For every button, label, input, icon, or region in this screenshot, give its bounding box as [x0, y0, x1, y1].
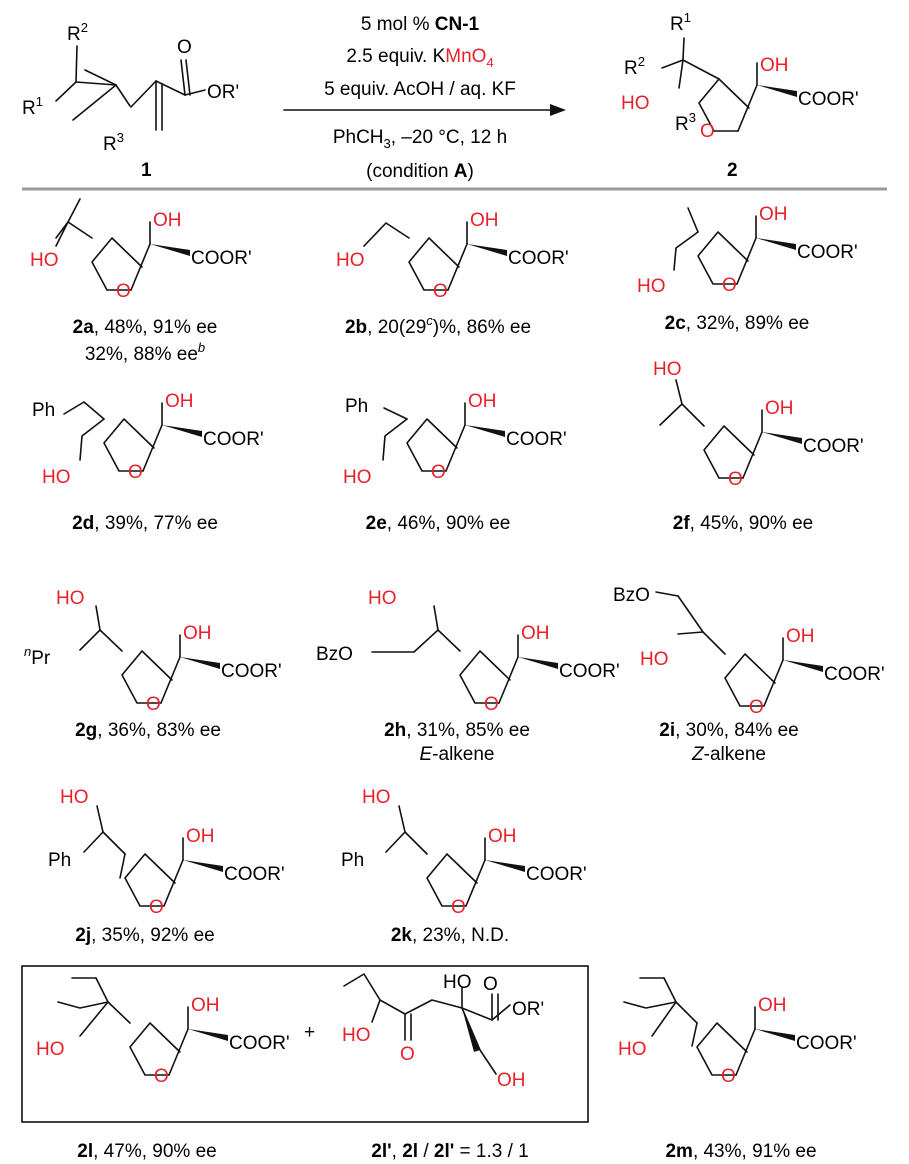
svg-text:OH: OH: [521, 623, 550, 644]
svg-text:HO: HO: [60, 787, 89, 808]
r2-label: $R^2$: [67, 20, 88, 45]
svg-text:HO: HO: [637, 276, 666, 297]
svg-text:BzO: BzO: [613, 585, 650, 606]
svg-text:HO: HO: [342, 1025, 371, 1046]
svg-text:OH: OH: [488, 826, 517, 847]
svg-text:OH: OH: [758, 995, 787, 1016]
svg-text:OH: OH: [497, 1070, 526, 1091]
compound-2k: [341, 787, 587, 946]
svg-text:OH: OH: [786, 626, 815, 647]
label-2c: 2c, 32%, 89% ee: [664, 313, 810, 334]
label-2l: 2l, 47%, 90% ee: [77, 1141, 217, 1162]
svg-text:HO: HO: [443, 972, 472, 993]
svg-text:HO: HO: [368, 588, 397, 609]
label-2f: 2f, 45%, 90% ee: [672, 513, 814, 534]
cond-label: (condition A): [366, 161, 474, 182]
label-2m: 2m, 43%, 91% ee: [665, 1141, 817, 1162]
svg-text:Ph: Ph: [48, 850, 72, 871]
svg-text:BzO: BzO: [316, 644, 353, 665]
r1-label: $R^1$: [22, 94, 43, 119]
svg-text:Ph: Ph: [341, 850, 365, 871]
compound-2h: [316, 588, 620, 765]
svg-text:O: O: [722, 275, 737, 296]
label-2d: 2d, 39%, 77% ee: [72, 513, 218, 534]
svg-text:O: O: [700, 121, 715, 142]
svg-text:HO: HO: [30, 250, 59, 271]
svg-text:HO: HO: [36, 1039, 65, 1060]
svg-text:R3: $R^3$: [675, 110, 696, 135]
svg-text:Ph: Ph: [32, 400, 56, 421]
compound-2d: [32, 391, 264, 534]
svg-text:HO: HO: [640, 649, 669, 670]
svg-text:HO: HO: [621, 93, 650, 114]
compound-2c: [637, 204, 858, 334]
compound-2g: [24, 588, 282, 741]
svg-text:COOR': COOR': [824, 664, 885, 685]
svg-text:O: O: [721, 1066, 736, 1087]
svg-text:HO: HO: [653, 359, 682, 380]
compound-2l: [36, 978, 290, 1162]
svg-text:Z-alkene: Z-alkene: [692, 744, 766, 765]
svg-text:OH: OH: [165, 391, 194, 412]
svg-text:O: O: [431, 462, 446, 483]
svg-text:OH: OH: [153, 210, 182, 231]
svg-text:COOR': COOR': [221, 661, 282, 682]
svg-text:O: O: [146, 694, 161, 715]
svg-text:COOR': COOR': [798, 89, 859, 110]
reactant-number: 1: [141, 160, 152, 181]
svg-text:E-alkene: E-alkene: [419, 744, 495, 765]
compound-2f: [653, 359, 864, 534]
svg-text:HO: HO: [618, 1039, 647, 1060]
label-2e: 2e, 46%, 90% ee: [365, 513, 511, 534]
svg-text:COOR': COOR': [797, 242, 858, 263]
compound-2a: [30, 199, 252, 365]
svg-text:HO: HO: [56, 588, 85, 609]
compound-2m: [618, 978, 857, 1162]
cond-solvent: PhCH$_3$, –20 °C, 12 h: [332, 127, 508, 151]
svg-text:COOR': COOR': [224, 864, 285, 885]
svg-text:COOR': COOR': [508, 248, 569, 269]
svg-text:COOR': COOR': [559, 661, 620, 682]
svg-text:COOR': COOR': [803, 436, 864, 457]
label-2h: 2h, 31%, 85% ee: [384, 720, 530, 741]
compound-2j: [48, 787, 285, 946]
svg-text:OH: OH: [470, 210, 499, 231]
label-2l-prime: 2l', 2l / 2l' = 1.3 / 1: [371, 1141, 529, 1162]
compound-2l-prime: [342, 972, 544, 1162]
product-2: [621, 10, 859, 181]
svg-text:O: O: [154, 1066, 169, 1087]
label-2a: 2a, 48%, 91% ee: [72, 317, 218, 338]
label-2i: 2i, 30%, 84% ee: [659, 720, 799, 741]
svg-text:OR': OR': [512, 999, 545, 1020]
svg-text:Ph: Ph: [345, 396, 369, 417]
cond-additive: 5 equiv. AcOH / aq. KF: [324, 79, 516, 100]
svg-text:O: O: [484, 694, 499, 715]
label-2g: 2g, 36%, 83% ee: [75, 720, 221, 741]
svg-text:O: O: [749, 697, 764, 718]
cond-oxidant: 2.5 equiv. KMnO$_4$: [346, 46, 494, 70]
svg-text:OH: OH: [191, 995, 220, 1016]
reaction-conditions: [284, 14, 566, 182]
svg-text:O: O: [483, 974, 498, 995]
svg-text:32%, 88% eeb: 32%, 88% $ee^b$: [84, 340, 206, 365]
svg-text:R2: $R^2$: [624, 54, 645, 79]
r3-label: $R^3$: [103, 130, 124, 155]
svg-text:HO: HO: [362, 787, 391, 808]
svg-text:OH: OH: [186, 826, 215, 847]
svg-text:OH: OH: [765, 398, 794, 419]
svg-text:OH: OH: [183, 623, 212, 644]
svg-text:COOR': COOR': [191, 248, 252, 269]
svg-text:O: O: [451, 897, 466, 918]
label-2j: 2j, 35%, 92% ee: [75, 925, 215, 946]
svg-text:OH: OH: [468, 391, 497, 412]
svg-text:COOR': COOR': [203, 429, 264, 450]
compound-2b: [336, 210, 569, 338]
svg-text:OH: OH: [759, 204, 788, 225]
label-2b: 2b, 20(29$^c$)%, 86% ee: [344, 313, 532, 338]
svg-text:O: O: [116, 281, 131, 302]
svg-text:O: O: [433, 281, 448, 302]
svg-text:HO: HO: [42, 467, 71, 488]
boxed-products: [22, 966, 588, 1122]
label-2k: 2k, 23%, N.D.: [390, 925, 510, 946]
svg-text:nPr: $^n$Pr: [24, 644, 51, 669]
svg-text:HO: HO: [343, 467, 372, 488]
compound-2i: [613, 585, 885, 765]
o-carbonyl: O: [177, 37, 192, 58]
svg-text:HO: HO: [336, 250, 365, 271]
svg-text:COOR': COOR': [506, 429, 567, 450]
reactant-1-labels: [22, 20, 239, 181]
product-number: 2: [727, 160, 738, 181]
svg-text:COOR': COOR': [526, 864, 587, 885]
or-label: OR': [207, 82, 240, 103]
svg-text:COOR': COOR': [796, 1033, 857, 1054]
compound-2e: [343, 391, 567, 534]
reactant-1: [56, 46, 205, 130]
svg-text:OH: OH: [760, 55, 789, 76]
svg-text:O: O: [728, 469, 743, 490]
cond-catalyst: 5 mol % CN-1: [360, 14, 480, 35]
svg-text:R1: $R^1$: [670, 10, 691, 35]
svg-text:COOR': COOR': [229, 1033, 290, 1054]
plus-sign: +: [304, 1022, 316, 1043]
svg-text:O: O: [149, 897, 164, 918]
svg-text:O: O: [128, 462, 143, 483]
svg-text:O: O: [400, 1044, 415, 1065]
